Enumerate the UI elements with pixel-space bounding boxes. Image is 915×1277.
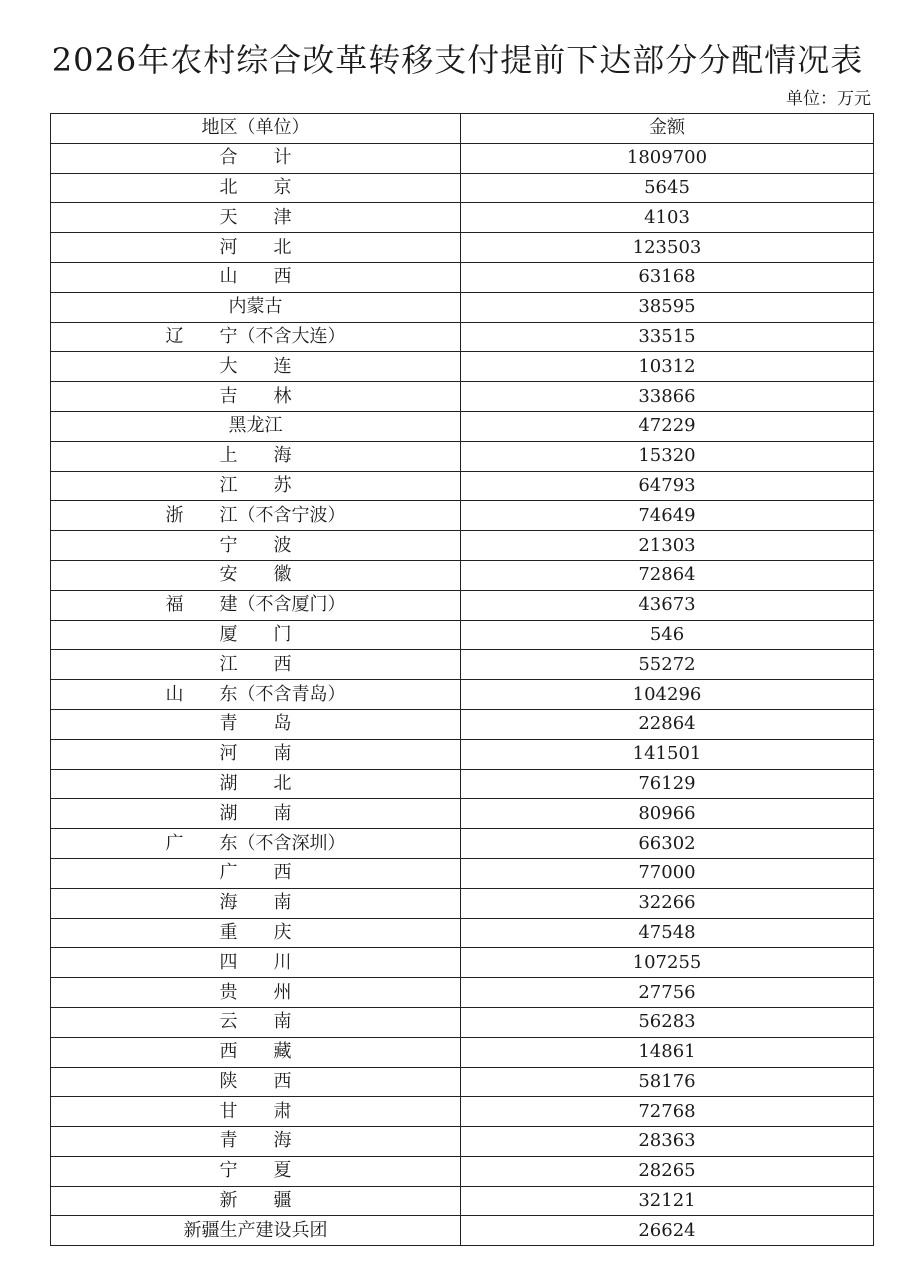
region-cell: 青 海: [51, 1127, 461, 1157]
amount-cell: 14861: [461, 1037, 874, 1067]
region-cell: 福 建（不含厦门）: [51, 590, 461, 620]
amount-cell: 123503: [461, 233, 874, 263]
region-cell: 吉 林: [51, 382, 461, 412]
region-cell: 云 南: [51, 1007, 461, 1037]
table-row: [51, 1156, 874, 1186]
header-region: 地区（单位）: [51, 114, 461, 144]
region-cell: 广 东（不含深圳）: [51, 829, 461, 859]
table-row: [51, 1067, 874, 1097]
table-row: [51, 829, 874, 859]
header-amount: 金额: [461, 114, 874, 144]
amount-cell: 10312: [461, 352, 874, 382]
amount-cell: 1809700: [461, 143, 874, 173]
amount-cell: 33866: [461, 382, 874, 412]
region-cell: 北 京: [51, 173, 461, 203]
table-row: [51, 1216, 874, 1246]
amount-cell: 104296: [461, 680, 874, 710]
amount-cell: 80966: [461, 799, 874, 829]
amount-cell: 66302: [461, 829, 874, 859]
table-header-row: [51, 114, 874, 144]
amount-cell: 107255: [461, 948, 874, 978]
region-cell: 甘 肃: [51, 1097, 461, 1127]
amount-cell: 33515: [461, 322, 874, 352]
region-cell: 宁 波: [51, 531, 461, 561]
region-cell: 广 西: [51, 858, 461, 888]
table-row: [51, 918, 874, 948]
table-row: [51, 1037, 874, 1067]
amount-cell: 4103: [461, 203, 874, 233]
table-row: [51, 1127, 874, 1157]
amount-cell: 22864: [461, 709, 874, 739]
table-row: [51, 620, 874, 650]
region-cell: 内蒙古: [51, 292, 461, 322]
region-cell: 厦 门: [51, 620, 461, 650]
table-row: [51, 322, 874, 352]
table-row: [51, 501, 874, 531]
table-row: [51, 233, 874, 263]
amount-cell: 32266: [461, 888, 874, 918]
table-row: [51, 471, 874, 501]
amount-cell: 55272: [461, 650, 874, 680]
table-row: [51, 858, 874, 888]
table-row: [51, 1097, 874, 1127]
region-cell: 天 津: [51, 203, 461, 233]
region-cell: 江 西: [51, 650, 461, 680]
table-row: [51, 1186, 874, 1216]
table-row: [51, 590, 874, 620]
region-cell: 上 海: [51, 441, 461, 471]
region-cell: 江 苏: [51, 471, 461, 501]
table-row: [51, 1007, 874, 1037]
region-cell: 陕 西: [51, 1067, 461, 1097]
amount-cell: 32121: [461, 1186, 874, 1216]
table-row: [51, 382, 874, 412]
document-title: 2026年农村综合改革转移支付提前下达部分分配情况表: [51, 41, 864, 79]
amount-cell: 72768: [461, 1097, 874, 1127]
table-row: [51, 709, 874, 739]
region-cell: 河 南: [51, 739, 461, 769]
region-cell: 湖 南: [51, 799, 461, 829]
table-row: [51, 888, 874, 918]
allocation-table-body: [51, 114, 874, 1246]
region-cell: 山 东（不含青岛）: [51, 680, 461, 710]
table-row: [51, 173, 874, 203]
table-row: [51, 560, 874, 590]
region-cell: 辽 宁（不含大连）: [51, 322, 461, 352]
region-cell: 重 庆: [51, 918, 461, 948]
region-cell: 新疆生产建设兵团: [51, 1216, 461, 1246]
region-cell: 青 岛: [51, 709, 461, 739]
amount-cell: 27756: [461, 978, 874, 1008]
amount-cell: 546: [461, 620, 874, 650]
amount-cell: 15320: [461, 441, 874, 471]
region-cell: 合 计: [51, 143, 461, 173]
region-cell: 浙 江（不含宁波）: [51, 501, 461, 531]
table-row: [51, 441, 874, 471]
region-cell: 四 川: [51, 948, 461, 978]
amount-cell: 72864: [461, 560, 874, 590]
region-cell: 宁 夏: [51, 1156, 461, 1186]
table-row: [51, 769, 874, 799]
allocation-table: [50, 113, 874, 1246]
table-row: [51, 352, 874, 382]
amount-cell: 38595: [461, 292, 874, 322]
table-row: [51, 262, 874, 292]
amount-cell: 63168: [461, 262, 874, 292]
table-row: [51, 739, 874, 769]
region-cell: 新 疆: [51, 1186, 461, 1216]
amount-cell: 58176: [461, 1067, 874, 1097]
amount-cell: 141501: [461, 739, 874, 769]
amount-cell: 26624: [461, 1216, 874, 1246]
amount-cell: 77000: [461, 858, 874, 888]
table-row: [51, 948, 874, 978]
table-row: [51, 531, 874, 561]
region-cell: 大 连: [51, 352, 461, 382]
unit-label: 单位：万元: [786, 89, 871, 109]
table-row: [51, 978, 874, 1008]
table-row: [51, 203, 874, 233]
amount-cell: 47548: [461, 918, 874, 948]
amount-cell: 28265: [461, 1156, 874, 1186]
region-cell: 黑龙江: [51, 411, 461, 441]
table-row: [51, 292, 874, 322]
region-cell: 湖 北: [51, 769, 461, 799]
amount-cell: 64793: [461, 471, 874, 501]
amount-cell: 47229: [461, 411, 874, 441]
table-row: [51, 650, 874, 680]
amount-cell: 74649: [461, 501, 874, 531]
region-cell: 海 南: [51, 888, 461, 918]
amount-cell: 43673: [461, 590, 874, 620]
table-row: [51, 143, 874, 173]
table-row: [51, 799, 874, 829]
region-cell: 河 北: [51, 233, 461, 263]
amount-cell: 28363: [461, 1127, 874, 1157]
amount-cell: 76129: [461, 769, 874, 799]
table-row: [51, 411, 874, 441]
amount-cell: 56283: [461, 1007, 874, 1037]
amount-cell: 21303: [461, 531, 874, 561]
region-cell: 安 徽: [51, 560, 461, 590]
amount-cell: 5645: [461, 173, 874, 203]
table-row: [51, 680, 874, 710]
region-cell: 西 藏: [51, 1037, 461, 1067]
region-cell: 山 西: [51, 262, 461, 292]
region-cell: 贵 州: [51, 978, 461, 1008]
